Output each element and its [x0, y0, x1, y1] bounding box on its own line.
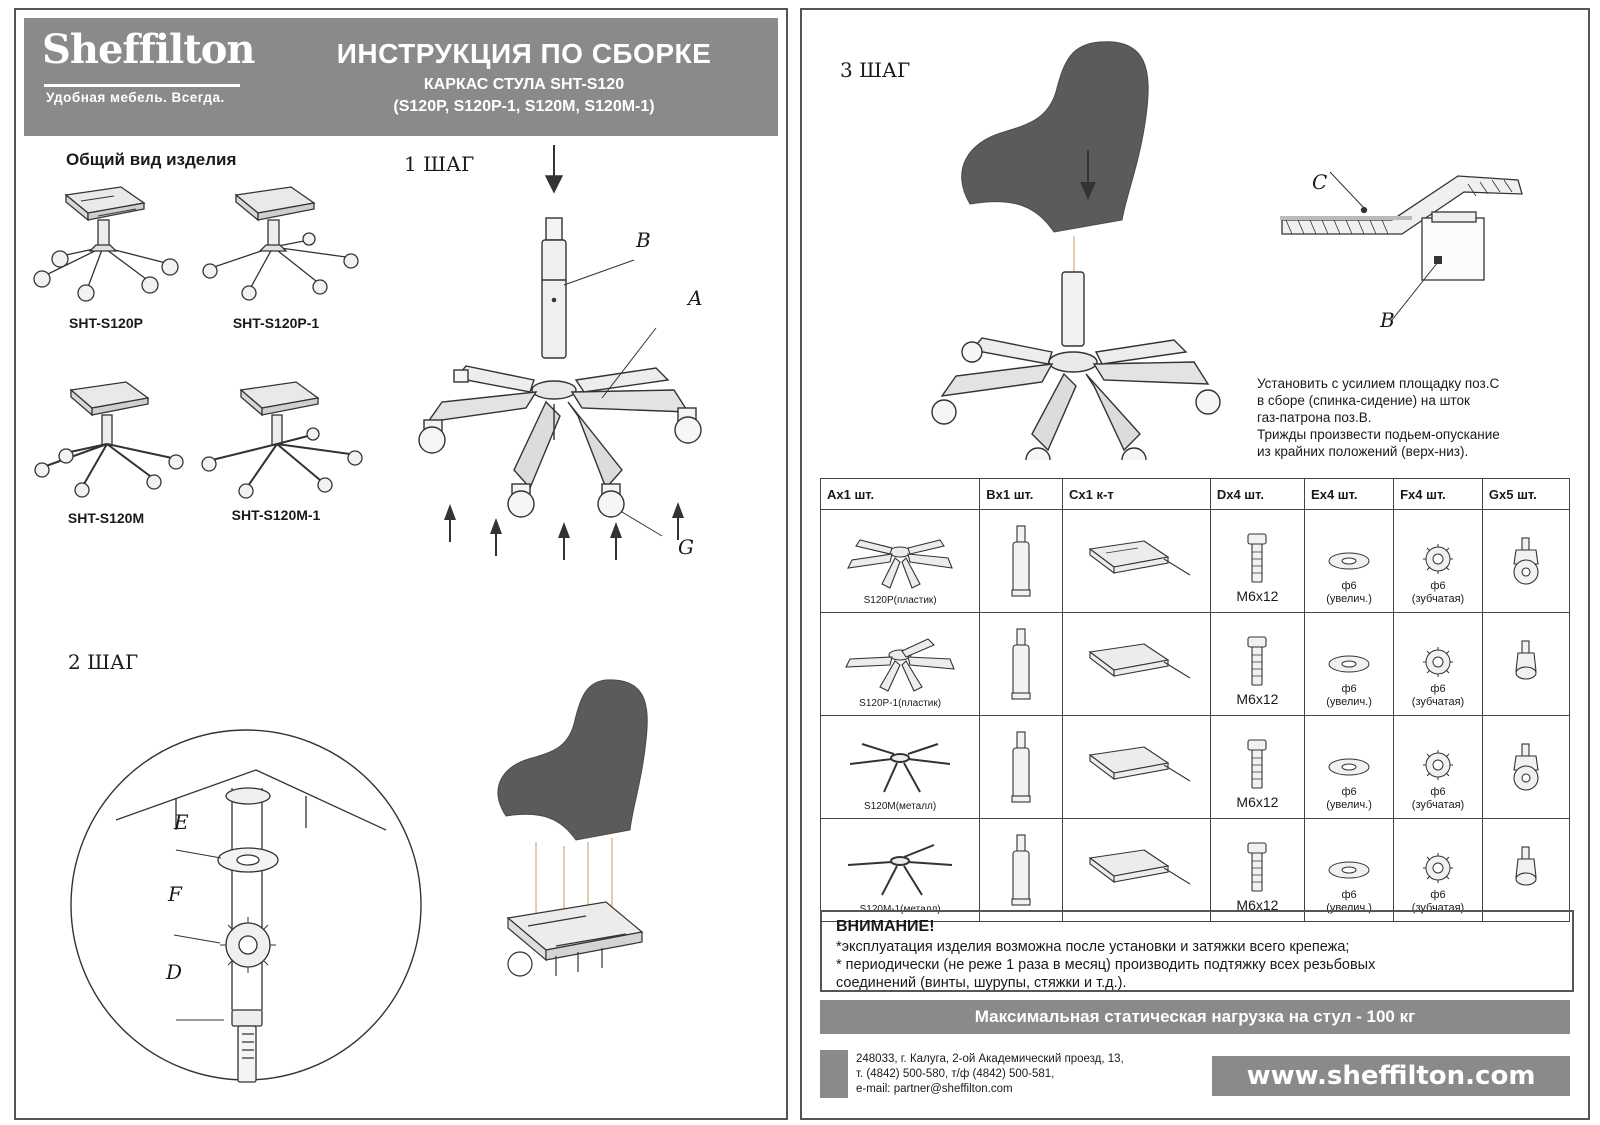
washer-note-1: (увелич.) — [1326, 593, 1372, 605]
lockwasher-spec-2 — [1394, 683, 1482, 709]
cell-cylinder-3 — [980, 716, 1063, 819]
cell-plate-1 — [1063, 510, 1211, 613]
left-panel — [14, 8, 788, 1120]
step-3-note-line-2: в сборе (спинка-сидение) на шток — [1257, 393, 1470, 408]
cell-bolt-2 — [1210, 613, 1304, 716]
bolt-size-1: M6x12 — [1236, 588, 1279, 604]
contact-info — [856, 1052, 1124, 1097]
attention-line-3: соединений (винты, шурупы, стяжки и т.д.). — [836, 975, 1127, 991]
cell-washer-1 — [1305, 510, 1394, 613]
variant-illustration-1 — [26, 175, 186, 305]
step-1-label: 1 ШАГ — [404, 152, 475, 176]
attention-title: ВНИМАНИЕ! — [836, 918, 935, 935]
attention-line-1: *эксплуатация изделия возможна после установки и затяжки всего крепежа; — [836, 939, 1350, 955]
cell-caster-3 — [1482, 716, 1569, 819]
cell-caster-2 — [1482, 613, 1569, 716]
contact-line-2: т. (4842) 500-580, т/ф (4842) 500-581, — [856, 1068, 1055, 1080]
brand-name: Sheffilton — [42, 26, 255, 73]
step-3-note — [1257, 375, 1577, 460]
cell-base-1 — [821, 510, 980, 613]
bolt-size-2: M6x12 — [1236, 691, 1279, 707]
lockwasher-note-3: (зубчатая) — [1411, 799, 1465, 811]
variant-caption-1: SHT-S120P — [69, 315, 143, 331]
th-B: Bx1 шт. — [980, 479, 1063, 510]
variant-caption-4: SHT-S120M-1 — [231, 507, 321, 523]
th-G: Gx5 шт. — [1482, 479, 1569, 510]
step-2-chair-illustration — [436, 670, 776, 1000]
variant-illustration-2 — [196, 175, 366, 305]
max-load-banner: Максимальная статическая нагрузка на стул - 100 кг — [820, 1000, 1570, 1034]
table-row — [821, 613, 1570, 716]
cell-caster-4 — [1482, 819, 1569, 922]
lockwasher-dia-4: ф6 — [1430, 889, 1446, 901]
table-row — [821, 819, 1570, 922]
washer-dia-1: ф6 — [1341, 580, 1357, 592]
website-banner: www.sheffilton.com — [1212, 1056, 1570, 1096]
cell-washer-4 — [1305, 819, 1394, 922]
washer-spec-3 — [1305, 786, 1393, 812]
cell-bolt-4 — [1210, 819, 1304, 922]
step-3-label: 3 ШАГ — [840, 58, 911, 82]
page-subtitle-1: КАРКАС СТУЛА SHT-S120 — [423, 76, 625, 93]
cell-lockwasher-2 — [1394, 613, 1483, 716]
cell-cylinder-4 — [980, 819, 1063, 922]
variant-caption-3: SHT-S120M — [67, 510, 145, 526]
callout-step1-B: B — [636, 228, 651, 252]
overview-label: Общий вид изделия — [66, 150, 237, 169]
base-caption-4: S120M-1(металл) — [859, 904, 941, 915]
th-C: Cx1 к-т — [1063, 479, 1211, 510]
cell-cylinder-2 — [980, 613, 1063, 716]
cell-bolt-1 — [1210, 510, 1304, 613]
step-3-note-line-3: газ-патрона поз.B. — [1257, 410, 1372, 425]
bolt-size-4: M6x12 — [1236, 897, 1279, 913]
callout-step3-B: B — [1380, 308, 1395, 332]
callout-step2-D: D — [166, 960, 183, 984]
brand-slogan: Удобная мебель. Всегда. — [46, 90, 225, 105]
attention-line-2: * периодически (не реже 1 раза в месяц) производить подтяжку всех резьбовых — [836, 957, 1376, 973]
table-row — [821, 510, 1570, 613]
washer-dia-2: ф6 — [1341, 683, 1357, 695]
parts-table — [820, 478, 1570, 922]
washer-spec-1 — [1305, 580, 1393, 606]
brand-logo — [36, 28, 266, 126]
callout-step1-A: A — [688, 286, 703, 310]
cell-base-2 — [821, 613, 980, 716]
step-3-note-line-4: Трижды произвести подьем-опускание — [1257, 427, 1500, 442]
contact-line-3: e-mail: partner@sheffilton.com — [856, 1083, 1013, 1095]
th-D: Dx4 шт. — [1210, 479, 1304, 510]
step-3-note-line-1: Установить с усилием площадку поз.C — [1257, 376, 1500, 391]
callout-step2-E: E — [174, 810, 189, 834]
washer-dia-4: ф6 — [1341, 889, 1357, 901]
callout-step1-G: G — [678, 535, 694, 559]
header-bar — [24, 18, 778, 136]
cell-lockwasher-4 — [1394, 819, 1483, 922]
variant-caption-2: SHT-S120P-1 — [232, 315, 320, 331]
attention-box — [820, 910, 1574, 992]
step-2-detail-circle — [56, 710, 436, 1090]
cell-bolt-3 — [1210, 716, 1304, 819]
cell-cylinder-1 — [980, 510, 1063, 613]
table-row — [821, 716, 1570, 819]
step-2-label: 2 ШАГ — [68, 650, 139, 674]
cell-washer-3 — [1305, 716, 1394, 819]
cell-lockwasher-3 — [1394, 716, 1483, 819]
contact-line-1: 248033, г. Калуга, 2-ой Академический проезд, 13, — [856, 1053, 1124, 1065]
cell-washer-2 — [1305, 613, 1394, 716]
lockwasher-note-2: (зубчатая) — [1411, 696, 1465, 708]
cell-lockwasher-1 — [1394, 510, 1483, 613]
page-title: ИНСТРУКЦИЯ ПО СБОРКЕ — [336, 38, 712, 69]
lockwasher-dia-1: ф6 — [1430, 580, 1446, 592]
step-3-illustration — [912, 30, 1272, 460]
callout-step2-F: F — [168, 882, 182, 906]
lockwasher-spec-1 — [1394, 580, 1482, 606]
variant-illustration-4 — [196, 370, 366, 500]
cell-plate-3 — [1063, 716, 1211, 819]
base-caption-2: S120P-1(пластик) — [859, 698, 942, 709]
table-header-row — [821, 479, 1570, 510]
bolt-size-3: M6x12 — [1236, 794, 1279, 810]
washer-dia-3: ф6 — [1341, 786, 1357, 798]
lockwasher-note-1: (зубчатая) — [1411, 593, 1465, 605]
step-3-note-line-5: из крайних положений (верх-низ). — [1257, 444, 1469, 459]
cell-caster-1 — [1482, 510, 1569, 613]
lockwasher-note-4: (зубчатая) — [1411, 902, 1465, 914]
step-1-illustration — [406, 140, 776, 570]
callout-step3-C: C — [1312, 170, 1328, 194]
lockwasher-dia-3: ф6 — [1430, 786, 1446, 798]
lockwasher-spec-3 — [1394, 786, 1482, 812]
base-caption-1: S120P(пластик) — [863, 595, 937, 606]
base-caption-3: S120M(металл) — [864, 801, 937, 812]
th-F: Fx4 шт. — [1394, 479, 1483, 510]
variant-illustration-3 — [26, 370, 186, 500]
footer-accent-block — [820, 1050, 848, 1098]
cell-base-3 — [821, 716, 980, 819]
washer-note-2: (увелич.) — [1326, 696, 1372, 708]
cell-plate-4 — [1063, 819, 1211, 922]
right-panel — [800, 8, 1590, 1120]
cell-base-4 — [821, 819, 980, 922]
cell-plate-2 — [1063, 613, 1211, 716]
th-A: Ax1 шт. — [821, 479, 980, 510]
page-subtitle-2: (S120P, S120P-1, S120M, S120M-1) — [393, 98, 655, 115]
lockwasher-dia-2: ф6 — [1430, 683, 1446, 695]
washer-note-4: (увелич.) — [1326, 902, 1372, 914]
logo-divider — [44, 84, 240, 87]
th-E: Ex4 шт. — [1305, 479, 1394, 510]
washer-spec-2 — [1305, 683, 1393, 709]
washer-note-3: (увелич.) — [1326, 799, 1372, 811]
